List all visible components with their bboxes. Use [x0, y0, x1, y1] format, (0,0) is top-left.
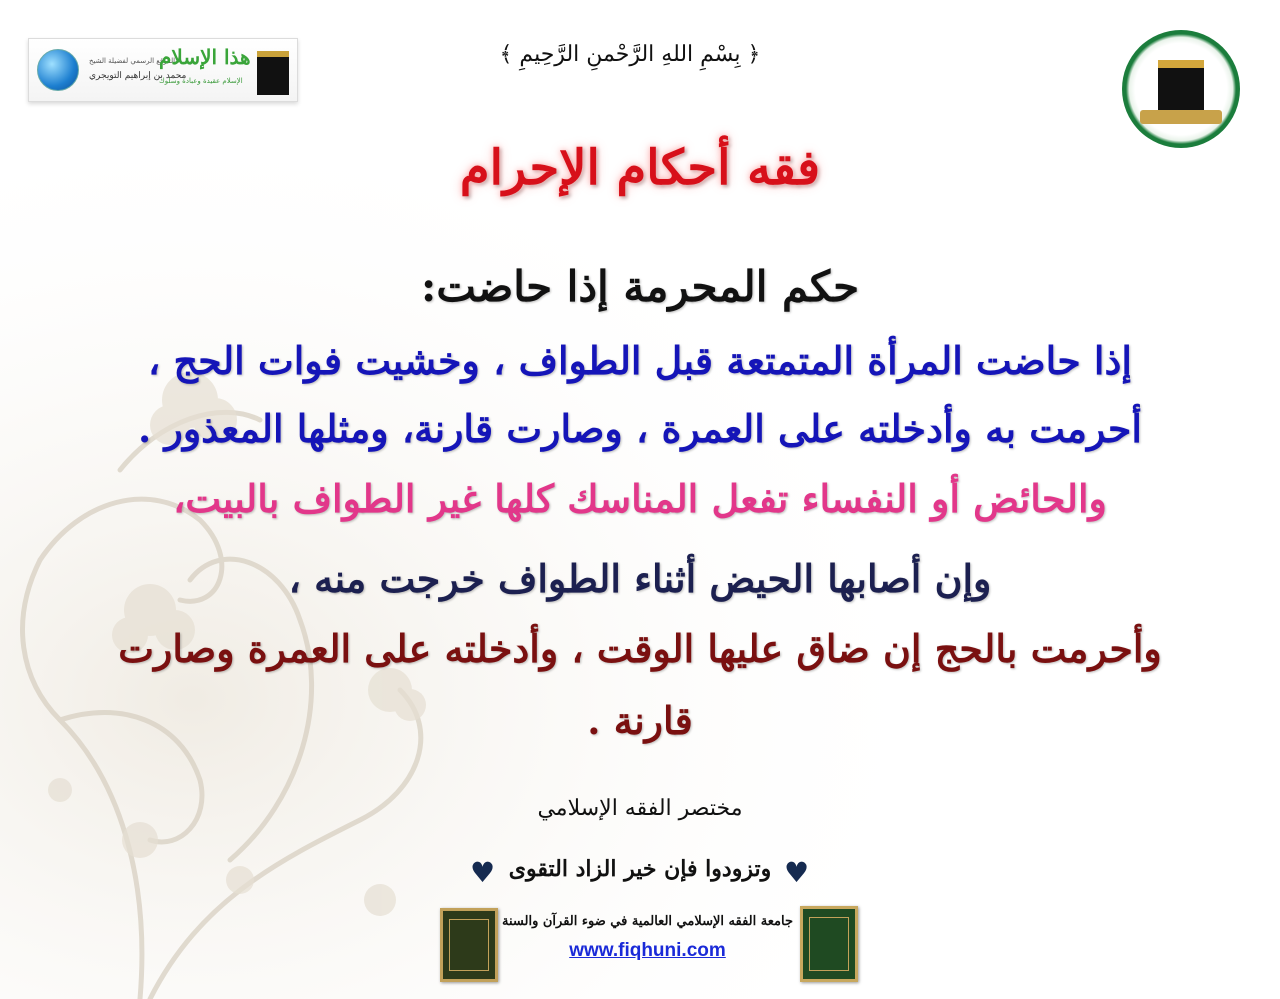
site-banner[interactable] — [28, 38, 298, 102]
body-line: قارنة . — [587, 698, 693, 743]
body-line: إذا حاضت المرأة المتمتعة قبل الطواف ، وخشيت فوات الحج ، — [148, 338, 1132, 383]
body-line: أحرمت به وأدخلته على العمرة ، وصارت قارنة، ومثلها المعذور . — [138, 406, 1142, 451]
quran-cover-icon — [800, 906, 858, 982]
university-name: جامعة الفقه الإسلامي العالمية في ضوء القرآن والسنة — [502, 914, 793, 929]
banner-sheikh-name: محمد بن إبراهيم التويجري — [89, 71, 187, 81]
body-line: وأحرمت بالحج إن ضاق عليها الوقت ، وأدخلته على العمرة وصارت — [118, 626, 1162, 671]
website-link[interactable]: www.fiqhuni.com — [569, 940, 726, 961]
verse-row — [470, 856, 810, 896]
heart-icon: ♥ — [784, 856, 810, 889]
source-label: مختصر الفقه الإسلامي — [537, 796, 743, 821]
logo-ribbon — [1140, 110, 1222, 124]
kaaba-icon — [257, 51, 289, 95]
kaaba-icon — [1158, 60, 1204, 114]
body-line: وإن أصابها الحيض أثناء الطواف خرجت منه ، — [288, 556, 992, 601]
globe-icon — [37, 49, 79, 91]
book-cover-icon — [440, 908, 498, 982]
banner-site-slogan: الإسلام عقيدة وعبادة وسلوك — [159, 77, 243, 85]
verse-text: وتزودوا فإن خير الزاد التقوى — [508, 856, 772, 882]
section-heading: حكم المحرمة إذا حاضت: — [420, 262, 860, 311]
page-title: فقه أحكام الإحرام — [459, 140, 821, 196]
banner-site-title: هذا الإسلام — [159, 45, 251, 69]
banner-small-text: الموقع الرسمي لفضيلة الشيخ — [89, 57, 176, 65]
university-logo — [1122, 30, 1240, 148]
heart-icon: ♥ — [470, 856, 496, 889]
body-line: والحائض أو النفساء تفعل المناسك كلها غير الطواف بالبيت، — [173, 476, 1107, 521]
basmala: ﴿ بِسْمِ اللهِ الرَّحْمنِ الرَّحِيمِ ﴾ — [499, 42, 761, 67]
